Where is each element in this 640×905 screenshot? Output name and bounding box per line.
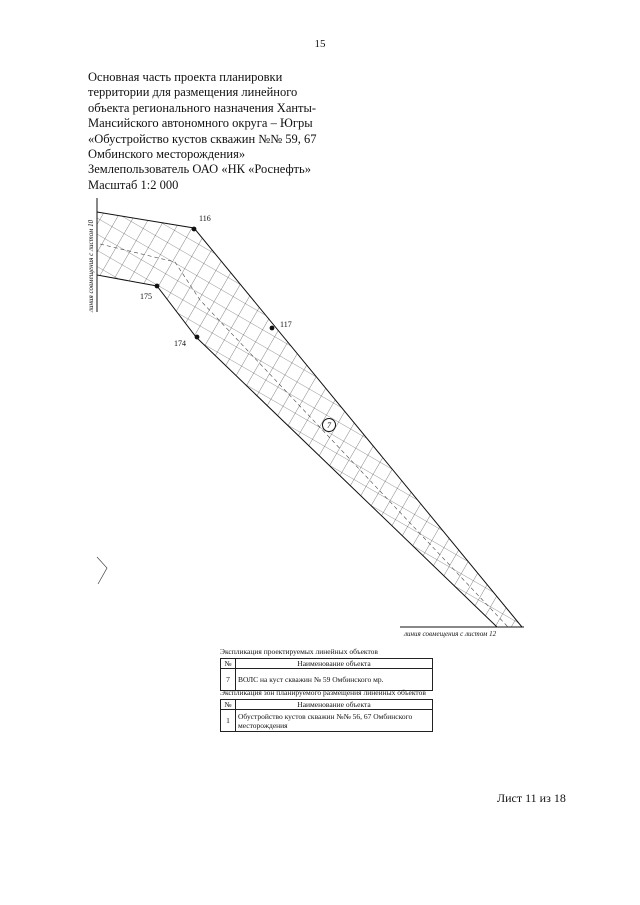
row-number: 1 [221, 710, 236, 732]
header-line: Масштаб 1:2 000 [88, 177, 179, 192]
point-174-label: 174 [174, 339, 186, 348]
legend-zones [220, 688, 435, 732]
header-line: Мансийского автономного округа – Югры [88, 116, 313, 131]
point-117-marker [270, 326, 275, 331]
point-174-marker [195, 335, 200, 340]
row-number: 7 [221, 669, 236, 691]
point-117-label: 117 [280, 320, 292, 329]
header-line: объекта регионального назначения Ханты- [88, 100, 317, 115]
header-line: «Обустройство кустов скважин №№ 59, 67 [88, 131, 317, 146]
bottom-match-line-label: линия совмещения с листом 12 [404, 630, 497, 638]
legend-zones-title: Экспликация зон планируемого размещения линейных объектов [220, 688, 426, 697]
legend-linear-title: Экспликация проектируемых линейных объектов [220, 647, 378, 656]
row-name: ВОЛС на куст скважин № 59 Омбинского мр. [236, 669, 433, 691]
planned-zone-area [97, 212, 522, 627]
legend-zones-header-row [221, 700, 433, 710]
column-header-number: № [221, 700, 236, 710]
table-row [221, 710, 433, 732]
sheet-label: Лист 11 из 18 [497, 791, 566, 805]
legend-zones-table [220, 699, 433, 732]
column-header-number: № [221, 659, 236, 669]
legend-linear-objects [220, 647, 435, 691]
left-match-line-label: линия совмещения с листом 10 [87, 219, 95, 312]
point-116-marker [192, 227, 197, 232]
point-175-marker [155, 284, 160, 289]
legend-linear-header-row [221, 659, 433, 669]
header-line: территории для размещения линейного [88, 85, 298, 100]
header-line: Основная часть проекта планировки [88, 70, 283, 84]
point-116-label: 116 [199, 214, 211, 223]
column-header-name: Наименование объекта [236, 659, 433, 669]
header-line: Землепользователь ОАО «НК «Роснефть» [88, 162, 311, 177]
north-arrow [97, 557, 107, 584]
row-name: Обустройство кустов скважин №№ 56, 67 Омбинского месторождения [236, 710, 433, 732]
legend-linear-table [220, 658, 433, 691]
point-175-label: 175 [140, 292, 152, 301]
page-number: 15 [314, 38, 326, 50]
header-line: Омбинского месторождения» [88, 147, 246, 162]
column-header-name: Наименование объекта [236, 700, 433, 710]
object-marker-label: 7 [327, 421, 331, 430]
